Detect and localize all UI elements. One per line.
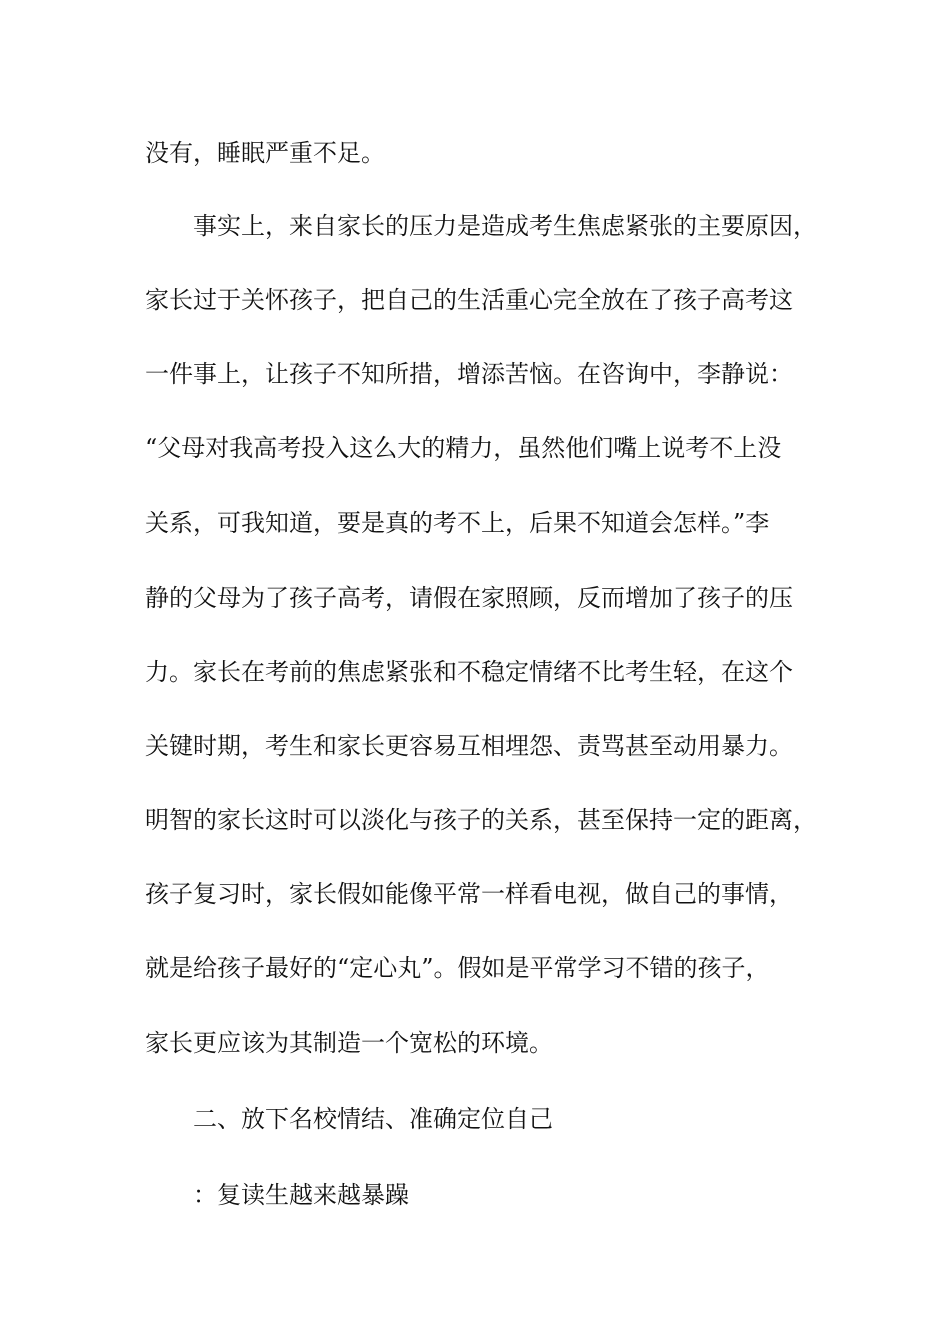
paragraph-line: “父母对我高考投入这么大的精力，虽然他们嘴上说考不上没 xyxy=(145,434,782,462)
paragraph-line: 明智的家长这时可以淡化与孩子的关系，甚至保持一定的距离， xyxy=(145,806,817,834)
subsection-heading: ：复读生越来越暴躁 xyxy=(193,1181,409,1209)
paragraph-line: 静的父母为了孩子高考，请假在家照顾，反而增加了孩子的压 xyxy=(145,584,793,612)
paragraph-line: 家长过于关怀孩子，把自己的生活重心完全放在了孩子高考这 xyxy=(145,286,793,314)
section-heading: 二、放下名校情结、准确定位自己 xyxy=(193,1105,553,1133)
paragraph-line: 一件事上，让孩子不知所措，增添苦恼。在咨询中，李静说： xyxy=(145,360,793,388)
paragraph-line: 孩子复习时，家长假如能像平常一样看电视，做自己的事情， xyxy=(145,880,793,908)
paragraph-line: 就是给孩子最好的“定心丸”。假如是平常学习不错的孩子， xyxy=(145,954,770,982)
paragraph-line: 没有，睡眠严重不足。 xyxy=(145,139,385,167)
paragraph-line: 家长更应该为其制造一个宽松的环境。 xyxy=(145,1029,553,1057)
paragraph-line: 力。家长在考前的焦虑紧张和不稳定情绪不比考生轻，在这个 xyxy=(145,658,793,686)
paragraph-line: 事实上，来自家长的压力是造成考生焦虑紧张的主要原因， xyxy=(193,212,817,240)
paragraph-line: 关键时期，考生和家长更容易互相埋怨、责骂甚至动用暴力。 xyxy=(145,732,793,760)
paragraph-line: 关系，可我知道，要是真的考不上，后果不知道会怎样。”李 xyxy=(145,509,770,537)
